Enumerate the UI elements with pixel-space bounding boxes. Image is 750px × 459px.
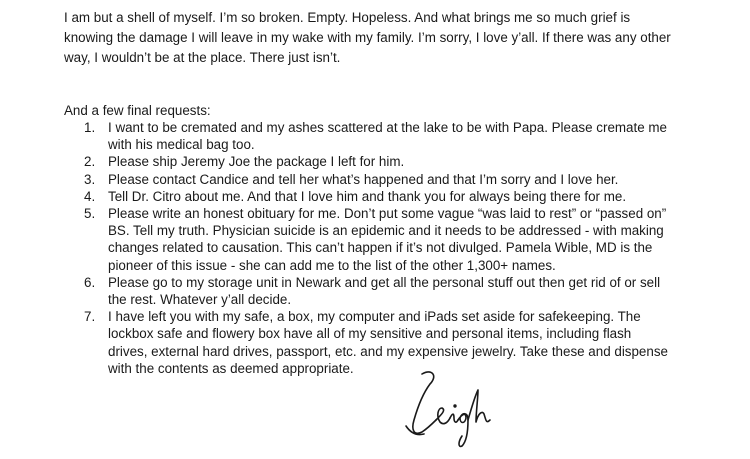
list-item-text: Please go to my storage unit in Newark and get all the personal stuff out then get rid of or sell the rest. Whatever y’all decide. — [108, 274, 661, 308]
list-item — [84, 188, 734, 205]
intro-paragraph: I am but a shell of myself. I’m so broken. Empty. Hopeless. And what brings me so much grief is knowing the damage I will leave in my wake with my family. I’m sorry, I love y’all. If there was any other way, I wouldn’t be at the place. There just isn’t. — [64, 10, 671, 65]
list-item — [84, 205, 734, 274]
requests-heading: And a few final requests: — [64, 103, 211, 118]
list-item-text: Tell Dr. Citro about me. And that I love him and thank you for always being there for me. — [108, 188, 627, 204]
list-item-number: 6. — [84, 274, 96, 290]
list-item — [84, 171, 734, 188]
list-item-number: 4. — [84, 188, 96, 204]
handwritten-signature — [392, 366, 512, 452]
list-item-number: 7. — [84, 309, 96, 325]
list-item-text: I want to be cremated and my ashes scattered at the lake to be with Papa. Please cremate me with his medical bag too. — [108, 120, 667, 153]
list-item — [84, 153, 734, 170]
requests-list — [84, 119, 734, 377]
list-item-number: 5. — [84, 206, 96, 222]
list-item-text: I have left you with my safe, a box, my computer and iPads set aside for safekeeping. The lockbox safe and flowery box have all of my sensitive and personal items, including flash drives, external hard drives, passport, etc. and my expensive jewelry. Take these and dispense with the contents as deemed appropriate. — [108, 309, 668, 376]
list-item-text: Please write an honest obituary for me. Don’t put some vague “was laid to rest” or “passed on” BS. Tell my truth. Physician suicide is an epidemic and it needs to be addressed - with making changes related to causation. This can’t happen if it’s not divulged. Pamela Wible, MD is the pioneer of this issue - she can add me to the list of the other 1,300+ names. — [108, 206, 667, 273]
list-item-text: Please contact Candice and tell her what’s happened and that I’m sorry and I love her. — [108, 171, 619, 187]
list-item-number: 1. — [84, 120, 96, 135]
list-item — [84, 119, 734, 153]
list-item-number: 3. — [84, 171, 96, 187]
list-item — [84, 274, 734, 308]
list-item-number: 2. — [84, 154, 96, 170]
list-item-text: Please ship Jeremy Joe the package I left for him. — [108, 154, 405, 170]
